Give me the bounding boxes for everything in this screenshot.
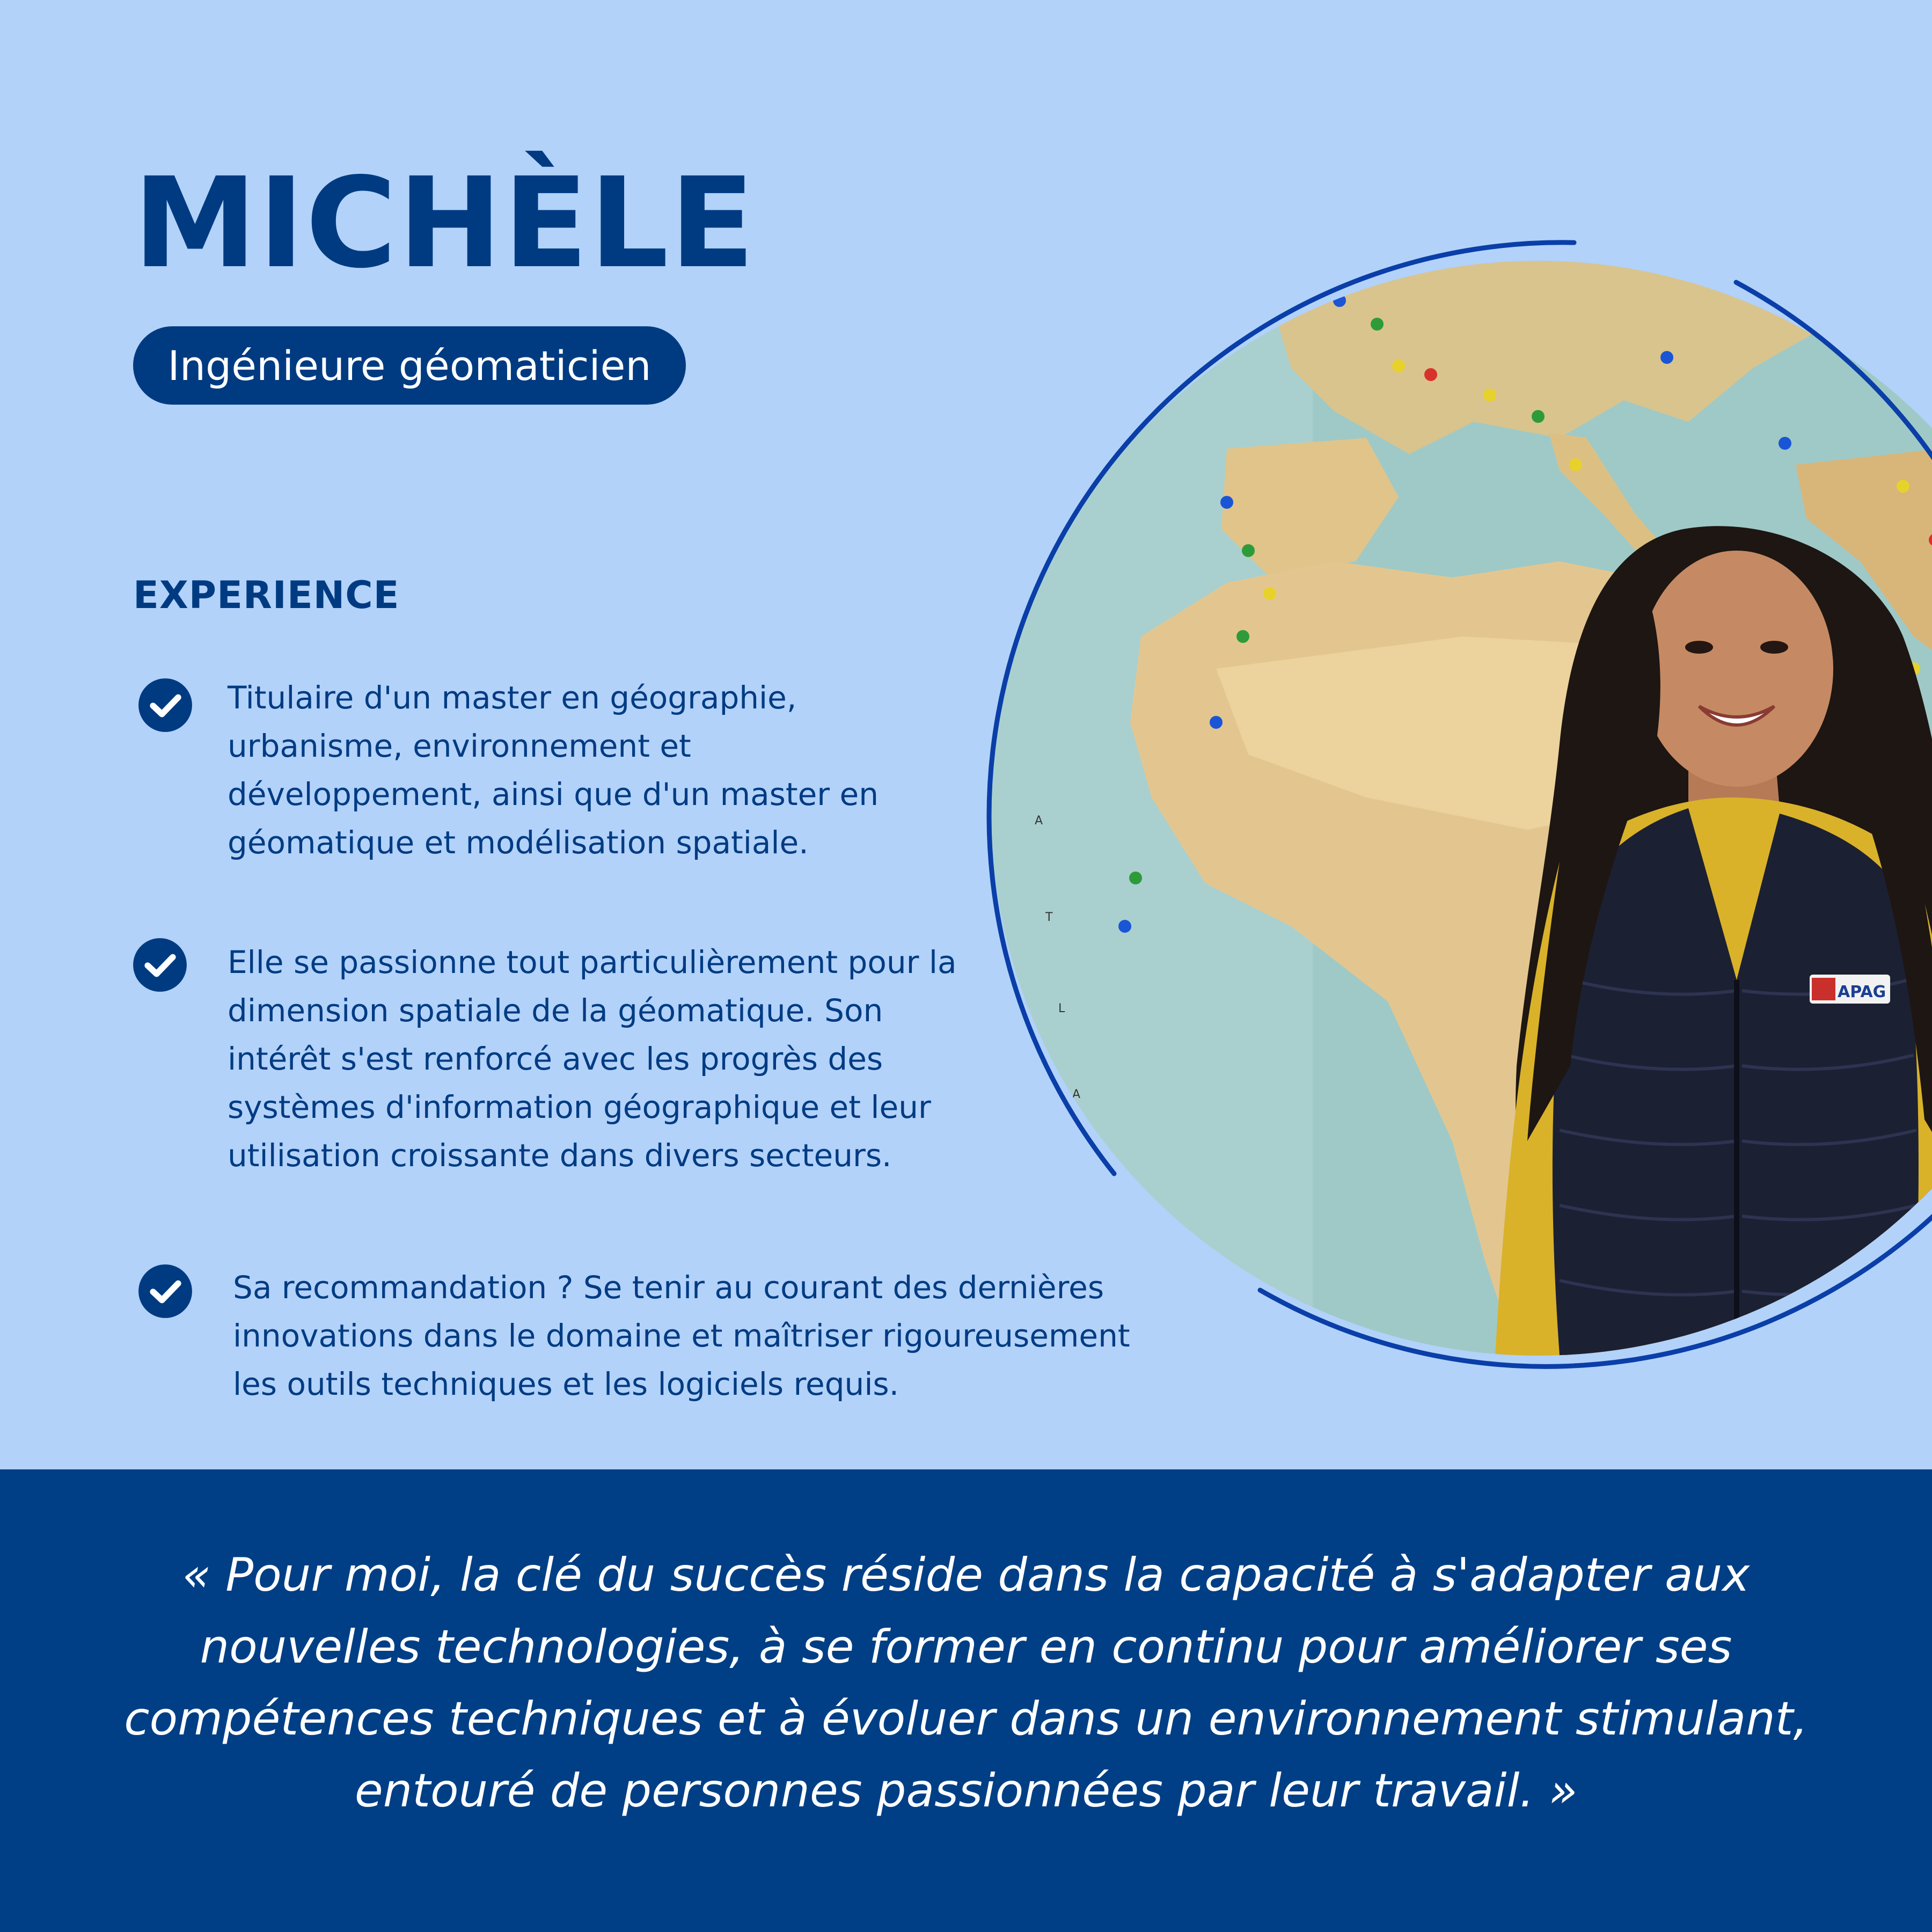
person-name: MICHÈLE [133, 151, 756, 296]
vest-badge-text: APAG [1838, 983, 1886, 1001]
experience-item-text: Titulaire d'un master en géographie, urbanisme, environnement et développement, ainsi que d'un master en géomatique et modélisation spatiale. [228, 679, 879, 861]
map-label: T [1045, 911, 1053, 924]
map-label: L [1058, 1002, 1065, 1015]
job-title-label: Ingénieure géomaticien [167, 341, 652, 390]
check-circle-icon [132, 937, 188, 993]
map-label: N [1089, 1168, 1099, 1182]
job-title-badge [133, 326, 686, 405]
testimonial-quote: « Pour moi, la clé du succès réside dans la capacité à s'adapter aux nouvelles technologies, à se former en continu pour améliorer ses compétences techniques et à évoluer dans un environnement stimulant, entouré de personnes passionnées par leur travail. » [124, 1548, 1808, 1818]
experience-heading: EXPERIENCE [133, 573, 400, 617]
experience-item-text: Elle se passionne tout particulièrement pour la dimension spatiale de la géomatique. Son intérêt s'est renforcé avec les progrès des systèmes d'information géographique et leur utilisation croissante dans divers secteurs. [228, 944, 957, 1174]
map-label: A [1072, 1088, 1081, 1101]
map-label: A [1035, 814, 1043, 828]
check-circle-icon [137, 677, 193, 733]
check-circle-icon [137, 1263, 193, 1319]
experience-item-text: Sa recommandation ? Se tenir au courant des dernières innovations dans le domaine et maîtriser rigoureusement les outils techniques et les logiciels requis. [233, 1269, 1130, 1402]
portrait-photo [991, 261, 1932, 1356]
